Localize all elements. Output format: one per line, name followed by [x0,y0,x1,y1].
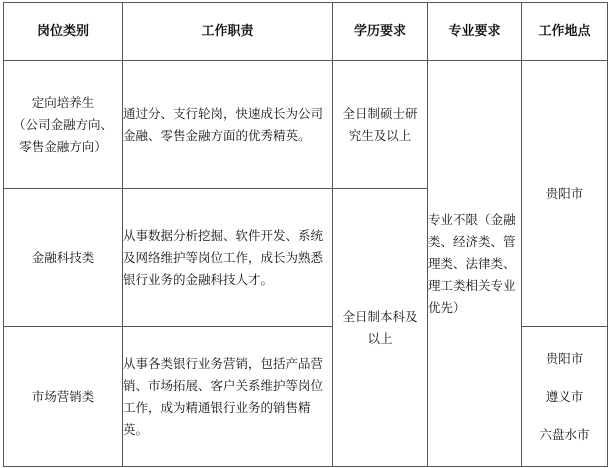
category-cell: 市场营销类 [4,327,123,467]
major-cell: 专业不限（金融类、经济类、管理类、法律类、理工类相关专业优先） [428,61,522,467]
category-cell [4,61,123,189]
location-line: 贵阳市 [545,350,584,366]
header-category: 岗位类别 [4,3,123,61]
location-cell-multi [522,327,608,467]
recruitment-table [3,2,608,467]
duty-cell: 通过分、支行轮岗，快速成长为公司金融、零售金融方面的优秀精英。 [123,61,333,189]
header-education: 学历要求 [333,3,428,61]
category-cell: 金融科技类 [4,189,123,327]
header-major: 专业要求 [428,3,522,61]
location-line: 六盘水市 [539,426,590,442]
table-row [4,61,608,189]
education-cell-graduate: 全日制硕士研究生及以上 [333,61,428,189]
header-duty: 工作职责 [123,3,333,61]
location-cell-guiyang: 贵阳市 [522,61,608,327]
category-line: （公司金融方向、 [12,116,113,132]
education-cell-bachelor: 全日制本科及以上 [333,189,428,467]
duty-cell: 从事各类银行业务营销，包括产品营销、市场拓展、客户关系维护等岗位工作，成为精通银行业务的销售精英。 [123,327,333,467]
category-line: 定向培养生 [31,94,95,110]
location-line: 遵义市 [545,388,584,404]
duty-cell: 从事数据分析挖掘、软件开发、系统及网络维护等岗位工作，成长为熟悉银行业务的金融科技人才。 [123,189,333,327]
header-row [4,3,608,61]
header-location: 工作地点 [522,3,608,61]
category-line: 零售金融方向） [19,138,107,154]
